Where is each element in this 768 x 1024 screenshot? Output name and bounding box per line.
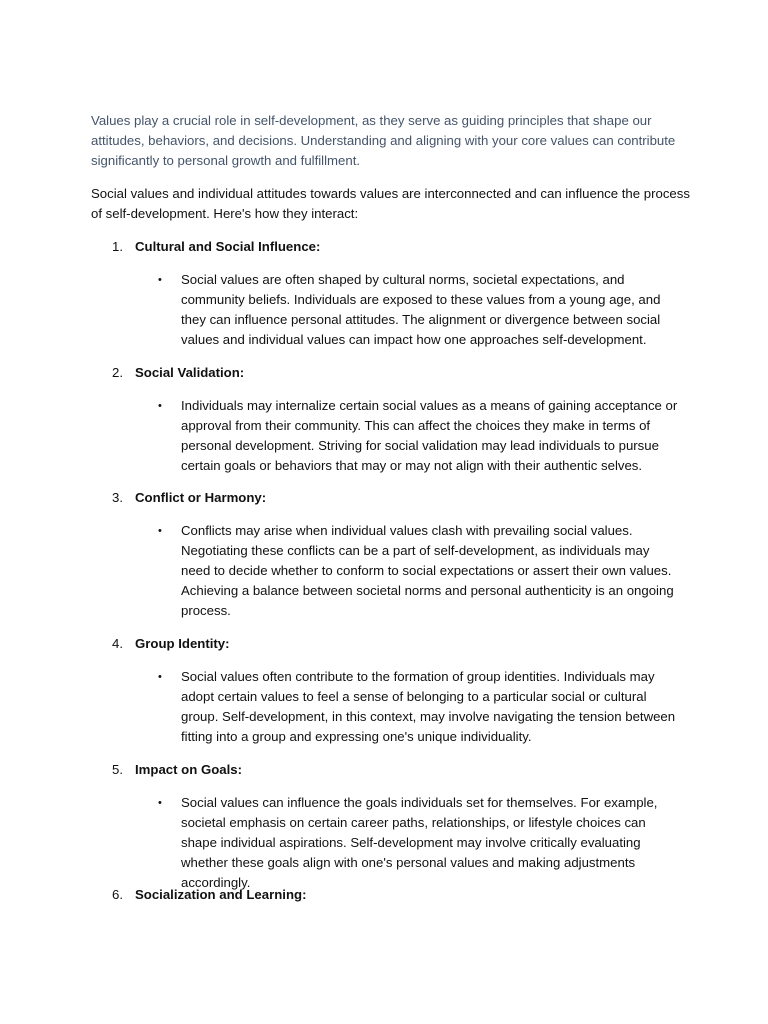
list-item-heading — [112, 488, 266, 508]
list-item-heading — [112, 237, 320, 257]
bullet-text: Social values can influence the goals individuals set for themselves. For example, societal emphasis on certain career paths, relationships, or lifestyle choices can shape individual aspirations. Self-development may involve critically evaluating whether these goals align with one's personal values and making adjustments accordingly. — [181, 795, 658, 890]
list-item-heading — [112, 885, 306, 905]
list-item-number: 3. — [112, 490, 123, 505]
bullet-icon: • — [158, 525, 162, 537]
list-item-title: Social Validation: — [135, 365, 245, 380]
bullet-text: Individuals may internalize certain social values as a means of gaining acceptance or approval from their community. This can affect the choices they make in terms of personal development. Striving for social validation may lead individuals to pursue certain goals or behaviors that may or may not align with their authentic selves. — [181, 398, 678, 473]
list-item-title: Cultural and Social Influence: — [135, 239, 321, 254]
list-item-heading — [112, 634, 230, 654]
list-item-title: Group Identity: — [135, 636, 230, 651]
list-item-title: Impact on Goals: — [135, 762, 242, 777]
list-item-heading — [112, 363, 244, 383]
list-item-number: 4. — [112, 636, 123, 651]
intro-paragraph: Values play a crucial role in self-development, as they serve as guiding principles that shape our attitudes, behaviors, and decisions. Understanding and aligning with your core values can contribute significantly to personal growth and fulfillment. — [91, 113, 676, 168]
bullet-icon: • — [158, 400, 162, 412]
bullet-icon: • — [158, 671, 162, 683]
lead-paragraph: Social values and individual attitudes towards values are interconnected and can influence the process of self-development. Here's how they interact: — [91, 186, 690, 221]
bullet-icon: • — [158, 274, 162, 286]
list-item-title: Conflict or Harmony: — [135, 490, 267, 505]
list-item-heading — [112, 760, 242, 780]
list-item-number: 6. — [112, 887, 123, 902]
bullet-icon: • — [158, 797, 162, 809]
list-item-title: Socialization and Learning: — [135, 887, 307, 902]
bullet-text: Conflicts may arise when individual values clash with prevailing social values. Negotiating these conflicts can be a part of self-development, as individuals may need to decide whether to conform to social expectations or assert their own values. Achieving a balance between societal norms and personal authenticity is an ongoing process. — [181, 523, 674, 618]
bullet-text: Social values are often shaped by cultural norms, societal expectations, and community beliefs. Individuals are exposed to these values from a young age, and they can influence personal attitudes. The alignment or divergence between social values and individual values can impact how one approaches self-development. — [181, 272, 661, 347]
bullet-text: Social values often contribute to the formation of group identities. Individuals may adopt certain values to feel a sense of belonging to a particular social or cultural group. Self-development, in this context, may involve navigating the tension between fitting into a group and expressing one's unique individuality. — [181, 669, 676, 744]
list-item-number: 5. — [112, 762, 123, 777]
list-item-number: 1. — [112, 239, 123, 254]
list-item-number: 2. — [112, 365, 123, 380]
